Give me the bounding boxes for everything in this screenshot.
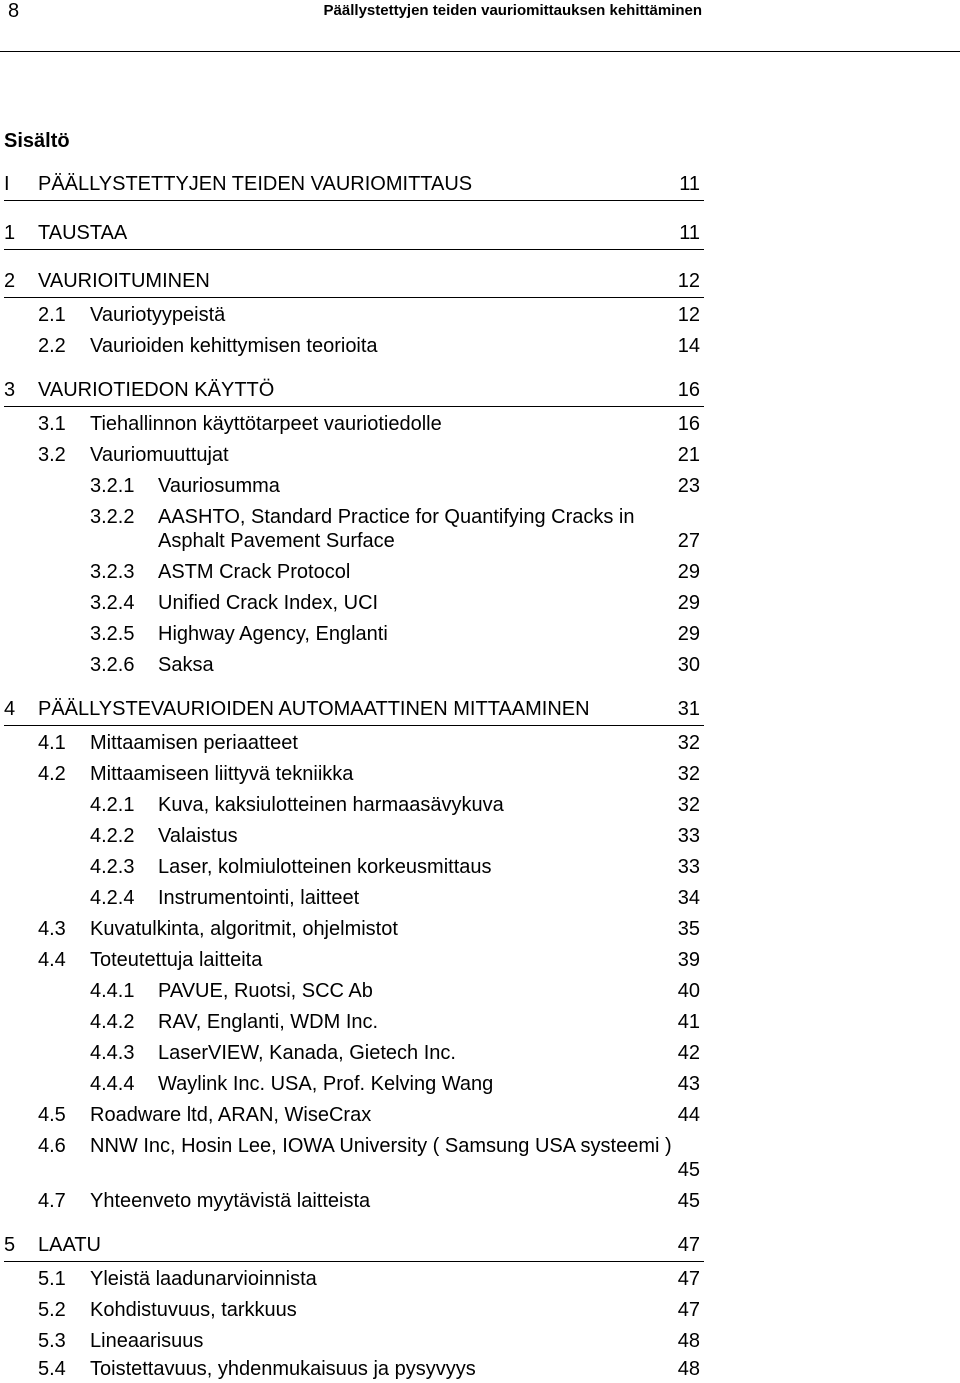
toc-entry-title: LAATU xyxy=(38,1234,101,1256)
toc-entry-title: Vauriomuuttujat xyxy=(90,444,229,466)
toc-entry-page: 29 xyxy=(677,623,700,645)
toc-entry-page: 12 xyxy=(677,304,700,326)
toc-entry-number: 2 xyxy=(4,270,16,292)
toc-entry-number: 1 xyxy=(4,222,16,244)
toc-entry-title: PAVUE, Ruotsi, SCC Ab xyxy=(158,980,373,1002)
toc-entry-number: 2.1 xyxy=(38,304,66,326)
running-title: Päällystettyjen teiden vauriomittauksen kehittäminen xyxy=(323,2,702,19)
toc-entry-number: 3.2.6 xyxy=(90,654,135,676)
chapter-rule xyxy=(4,200,704,201)
toc-entry-number: 5 xyxy=(4,1234,16,1256)
toc-entry-page: 35 xyxy=(677,918,700,940)
toc-entry-title: LaserVIEW, Kanada, Gietech Inc. xyxy=(158,1042,456,1064)
toc-entry-title: Kuvatulkinta, algoritmit, ohjelmistot xyxy=(90,918,398,940)
toc-entry-title: Roadware ltd, ARAN, WiseCrax xyxy=(90,1104,372,1126)
toc-entry-number: 4.4.1 xyxy=(90,980,135,1002)
toc-entry-number: 4.2.3 xyxy=(90,856,135,878)
toc-entry-page: 30 xyxy=(677,654,700,676)
toc-entry-title: PÄÄLLYSTEVAURIOIDEN AUTOMAATTINEN MITTAAMINEN xyxy=(38,698,590,720)
toc-entry-number: 3.2.2 xyxy=(90,506,135,528)
toc-entry-number: 4.2.1 xyxy=(90,794,135,816)
chapter-rule xyxy=(4,406,704,407)
toc-entry[interactable] xyxy=(90,503,704,559)
toc-entry-number: 3.2 xyxy=(38,444,66,466)
toc-entry-number: 5.2 xyxy=(38,1299,66,1321)
chapter-rule xyxy=(4,297,704,298)
toc-entry-number: 5.4 xyxy=(38,1358,66,1380)
toc-entry-title: Unified Crack Index, UCI xyxy=(158,592,379,614)
toc-entry-page: 16 xyxy=(677,379,700,401)
toc-entry-page: 11 xyxy=(679,173,700,195)
toc-entry-page: 29 xyxy=(677,592,700,614)
toc-entry-number: 4.5 xyxy=(38,1104,66,1126)
toc-entry-page: 23 xyxy=(677,475,700,497)
toc-entry-title: Toistettavuus, yhdenmukaisuus ja pysyvyys xyxy=(90,1358,476,1380)
toc-entry-page: 33 xyxy=(677,856,700,878)
toc-entry-page: 40 xyxy=(677,980,700,1002)
toc-entry-page: 16 xyxy=(677,413,700,435)
toc-entry-page: 32 xyxy=(677,763,700,785)
toc-entry-title: Waylink Inc. USA, Prof. Kelving Wang xyxy=(158,1073,494,1095)
toc-entry-page: 14 xyxy=(677,335,700,357)
toc-entry-page: 47 xyxy=(677,1299,700,1321)
toc-title: Sisältö xyxy=(4,130,70,152)
toc-entry-title: Vauriosumma xyxy=(158,475,280,497)
toc-entry-title: ASTM Crack Protocol xyxy=(158,561,351,583)
toc-entry-title: Yleistä laadunarvioinnista xyxy=(90,1268,317,1290)
toc-entry-number: 4.6 xyxy=(38,1135,66,1157)
toc-entry-number: 3 xyxy=(4,379,16,401)
toc-entry-number: 4.2 xyxy=(38,763,66,785)
toc-entry-number: 3.1 xyxy=(38,413,66,435)
chapter-rule xyxy=(4,1261,704,1262)
toc-entry-title: TAUSTAA xyxy=(38,222,128,244)
toc-entry-page: 11 xyxy=(679,222,700,244)
toc-entry-page: 32 xyxy=(677,794,700,816)
toc-entry-number: I xyxy=(4,173,10,195)
toc-entry-page: 27 xyxy=(677,530,700,552)
toc-entry-number: 3.2.4 xyxy=(90,592,135,614)
toc-entry-page: 43 xyxy=(677,1073,700,1095)
toc-entry-title: PÄÄLLYSTETTYJEN TEIDEN VAURIOMITTAUS xyxy=(38,173,473,195)
toc-entry-title: VAURIOTIEDON KÄYTTÖ xyxy=(38,379,275,401)
toc-entry-title: Vauriotyypeistä xyxy=(90,304,226,326)
chapter-rule xyxy=(4,725,704,726)
toc-entry-title-continued: Asphalt Pavement Surface xyxy=(158,530,395,552)
toc-entry-number: 4.2.4 xyxy=(90,887,135,909)
toc-entry-title: VAURIOITUMINEN xyxy=(38,270,210,292)
toc-entry-title: AASHTO, Standard Practice for Quantifying Cracks in xyxy=(158,506,635,528)
toc-entry-title: Toteutettuja laitteita xyxy=(90,949,263,971)
toc-entry-number: 4 xyxy=(4,698,16,720)
toc-entry-title: Highway Agency, Englanti xyxy=(158,623,388,645)
toc-entry-page: 47 xyxy=(677,1268,700,1290)
header-rule xyxy=(0,51,960,52)
toc-entry-title: Vaurioiden kehittymisen teorioita xyxy=(90,335,378,357)
toc-entry-title: RAV, Englanti, WDM Inc. xyxy=(158,1011,379,1033)
toc-entry-title: Yhteenveto myytävistä laitteista xyxy=(90,1190,371,1212)
toc-entry-page: 39 xyxy=(677,949,700,971)
toc-entry-page: 47 xyxy=(677,1234,700,1256)
toc-entry-number: 4.7 xyxy=(38,1190,66,1212)
toc-entry-number: 3.2.1 xyxy=(90,475,135,497)
toc-entry-page: 32 xyxy=(677,732,700,754)
toc-entry-page: 12 xyxy=(677,270,700,292)
toc-entry-page: 44 xyxy=(677,1104,700,1126)
toc-entry-title: Instrumentointi, laitteet xyxy=(158,887,360,909)
toc-entry-title: Valaistus xyxy=(158,825,238,847)
toc-entry-number: 4.4.4 xyxy=(90,1073,135,1095)
toc-entry-page: 42 xyxy=(677,1042,700,1064)
toc-entry-page: 45 xyxy=(677,1190,700,1212)
toc-entry-page: 34 xyxy=(677,887,700,909)
toc-entry-title: Kohdistuvuus, tarkkuus xyxy=(90,1299,297,1321)
toc-entry-title: Kuva, kaksiulotteinen harmaasävykuva xyxy=(158,794,504,816)
toc-entry-number: 3.2.5 xyxy=(90,623,135,645)
toc-entry-page: 45 xyxy=(677,1159,700,1181)
toc-entry-page: 33 xyxy=(677,825,700,847)
toc-entry-page: 48 xyxy=(677,1358,700,1380)
toc-entry-title: NNW Inc, Hosin Lee, IOWA University ( Samsung USA systeemi ) xyxy=(90,1135,672,1157)
toc-entry-title: Tiehallinnon käyttötarpeet vauriotiedolle xyxy=(90,413,442,435)
toc-entry-number: 2.2 xyxy=(38,335,66,357)
toc-entry-page: 48 xyxy=(677,1330,700,1352)
toc-entry-title: Mittaamiseen liittyvä tekniikka xyxy=(90,763,354,785)
toc-entry-number: 4.3 xyxy=(38,918,66,940)
toc-entry-number: 4.4.3 xyxy=(90,1042,135,1064)
toc-entry-page: 21 xyxy=(677,444,700,466)
toc-entry-page: 41 xyxy=(677,1011,700,1033)
toc-entry-title: Laser, kolmiulotteinen korkeusmittaus xyxy=(158,856,492,878)
toc-entry-number: 4.1 xyxy=(38,732,66,754)
toc-entry-number: 5.3 xyxy=(38,1330,66,1352)
toc-entry-page: 29 xyxy=(677,561,700,583)
page-number: 8 xyxy=(8,0,20,22)
toc-entry-title: Mittaamisen periaatteet xyxy=(90,732,298,754)
toc-entry-number: 4.4 xyxy=(38,949,66,971)
toc-entry-title: Saksa xyxy=(158,654,214,676)
toc-entry-number: 5.1 xyxy=(38,1268,66,1290)
toc-entry-page: 31 xyxy=(677,698,700,720)
page-header xyxy=(0,0,960,52)
toc-entry-number: 3.2.3 xyxy=(90,561,135,583)
toc-entry[interactable] xyxy=(38,1132,704,1188)
toc-entry-number: 4.2.2 xyxy=(90,825,135,847)
toc-entry-title: Lineaarisuus xyxy=(90,1330,204,1352)
toc-entry-number: 4.4.2 xyxy=(90,1011,135,1033)
chapter-rule xyxy=(4,249,704,250)
